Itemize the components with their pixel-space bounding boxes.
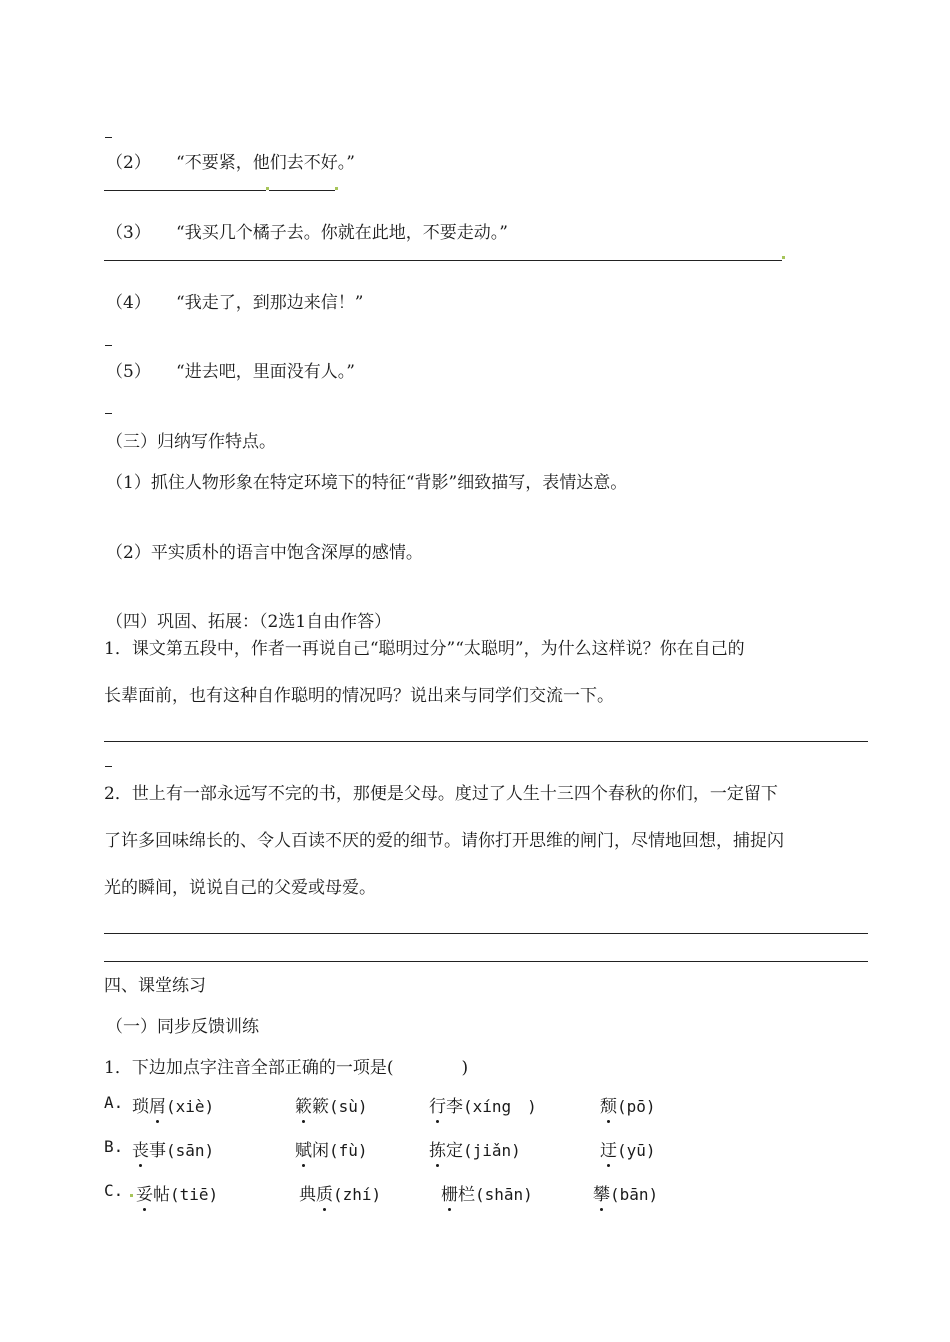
blank-mark	[105, 766, 112, 767]
emphasized-char: 丧	[132, 1136, 149, 1161]
option-text: 栏	[458, 1185, 475, 1205]
answer-line[interactable]	[104, 961, 868, 962]
option-text: 定	[446, 1141, 463, 1161]
option-item	[600, 1136, 656, 1161]
answer-line[interactable]	[104, 260, 782, 261]
question-line: 了许多回味绵长的、令人百读不厌的爱的细节。请你打开思维的闸门，尽情地回想，捕捉闪	[104, 831, 784, 851]
emphasized-char: 颓	[600, 1092, 617, 1117]
option-text: 琐	[132, 1097, 149, 1117]
option-text: 李	[446, 1097, 463, 1117]
option-text: (xiè)	[166, 1097, 215, 1116]
option-label: C.	[104, 1181, 124, 1200]
option-item	[299, 1180, 381, 1205]
quote-item: （4） “我走了，到那边来信！”	[106, 293, 364, 313]
emphasized-char: 屑	[149, 1092, 166, 1117]
option-label: A.	[104, 1093, 124, 1112]
option-text: (bān)	[610, 1185, 659, 1204]
emphasized-char: 栅	[441, 1180, 458, 1205]
option-item	[593, 1180, 658, 1205]
answer-line[interactable]	[104, 190, 266, 191]
option-text: (zhí)	[333, 1185, 382, 1204]
question-line: 2．世上有一部永远写不完的书，那便是父母。度过了人生十三四个春秋的你们，一定留下	[104, 784, 778, 804]
option-item	[295, 1092, 368, 1117]
paragraph: （1）抓住人物形象在特定环境下的特征“背影”细致描写，表情达意。	[106, 473, 628, 493]
marker-dot	[335, 187, 338, 190]
option-text: (tiē)	[170, 1185, 219, 1204]
section-title: （三）归纳写作特点。	[106, 432, 276, 452]
emphasized-char: 行	[429, 1092, 446, 1117]
option-text: (shān)	[475, 1185, 533, 1204]
quote-text: “进去吧，里面没有人。”	[176, 362, 355, 382]
emphasized-char: 迂	[600, 1136, 617, 1161]
section-title: （四）巩固、拓展：（2选1自由作答）	[106, 612, 392, 632]
option-label: B.	[104, 1137, 124, 1156]
marker-dot	[782, 256, 785, 259]
answer-line[interactable]	[104, 933, 868, 934]
option-text: (pō)	[617, 1097, 656, 1116]
emphasized-char: 拣	[429, 1136, 446, 1161]
emphasized-char: 妥	[136, 1180, 153, 1205]
option-text: (fù)	[329, 1141, 368, 1160]
option-text: (yū)	[617, 1141, 656, 1160]
question-line: 1．课文第五段中，作者一再说自己“聪明过分”“太聪明”，为什么这样说？你在自己的	[104, 639, 745, 659]
option-item	[295, 1136, 368, 1161]
option-text: 簌	[312, 1097, 329, 1117]
option-text: 典	[299, 1185, 316, 1205]
option-item	[132, 1092, 214, 1117]
option-text: (sù)	[329, 1097, 368, 1116]
quote-item: （5） “进去吧，里面没有人。”	[106, 362, 355, 382]
option-text: 闲	[312, 1141, 329, 1161]
emphasized-char: 质	[316, 1180, 333, 1205]
option-text: (xíng )	[463, 1097, 537, 1116]
question-line: 长辈面前，也有这种自作聪明的情况吗？说出来与同学们交流一下。	[104, 686, 614, 706]
quote-item: （2） “不要紧，他们去不好。”	[106, 153, 355, 173]
blank-mark	[105, 413, 112, 414]
option-item	[441, 1180, 533, 1205]
quote-item: （3） “我买几个橘子去。你就在此地，不要走动。”	[106, 223, 508, 243]
section-subheading: （一）同步反馈训练	[106, 1017, 259, 1037]
emphasized-char: 赋	[295, 1136, 312, 1161]
blank-mark	[105, 345, 112, 346]
option-item	[429, 1136, 521, 1161]
quote-text: “我走了，到那边来信！”	[176, 293, 364, 313]
emphasized-char: 簌	[295, 1092, 312, 1117]
section-heading: 四、课堂练习	[104, 976, 206, 996]
blank-mark	[105, 137, 112, 138]
answer-line[interactable]	[104, 741, 868, 742]
answer-line[interactable]	[269, 190, 335, 191]
quote-text: “不要紧，他们去不好。”	[176, 153, 355, 173]
option-item	[136, 1180, 218, 1205]
question-line: 光的瞬间，说说自己的父爱或母爱。	[104, 878, 376, 898]
option-text: (jiǎn)	[463, 1141, 521, 1160]
quote-text: “我买几个橘子去。你就在此地，不要走动。”	[176, 223, 508, 243]
option-item	[429, 1092, 537, 1117]
option-text: (sān)	[166, 1141, 215, 1160]
marker-dot	[130, 1194, 133, 1197]
option-item	[600, 1092, 656, 1117]
option-item	[132, 1136, 214, 1161]
option-text: 帖	[153, 1185, 170, 1205]
emphasized-char: 攀	[593, 1180, 610, 1205]
question-line: 1．下边加点字注音全部正确的一项是( )	[104, 1058, 469, 1078]
paragraph: （2）平实质朴的语言中饱含深厚的感情。	[106, 543, 423, 563]
option-text: 事	[149, 1141, 166, 1161]
